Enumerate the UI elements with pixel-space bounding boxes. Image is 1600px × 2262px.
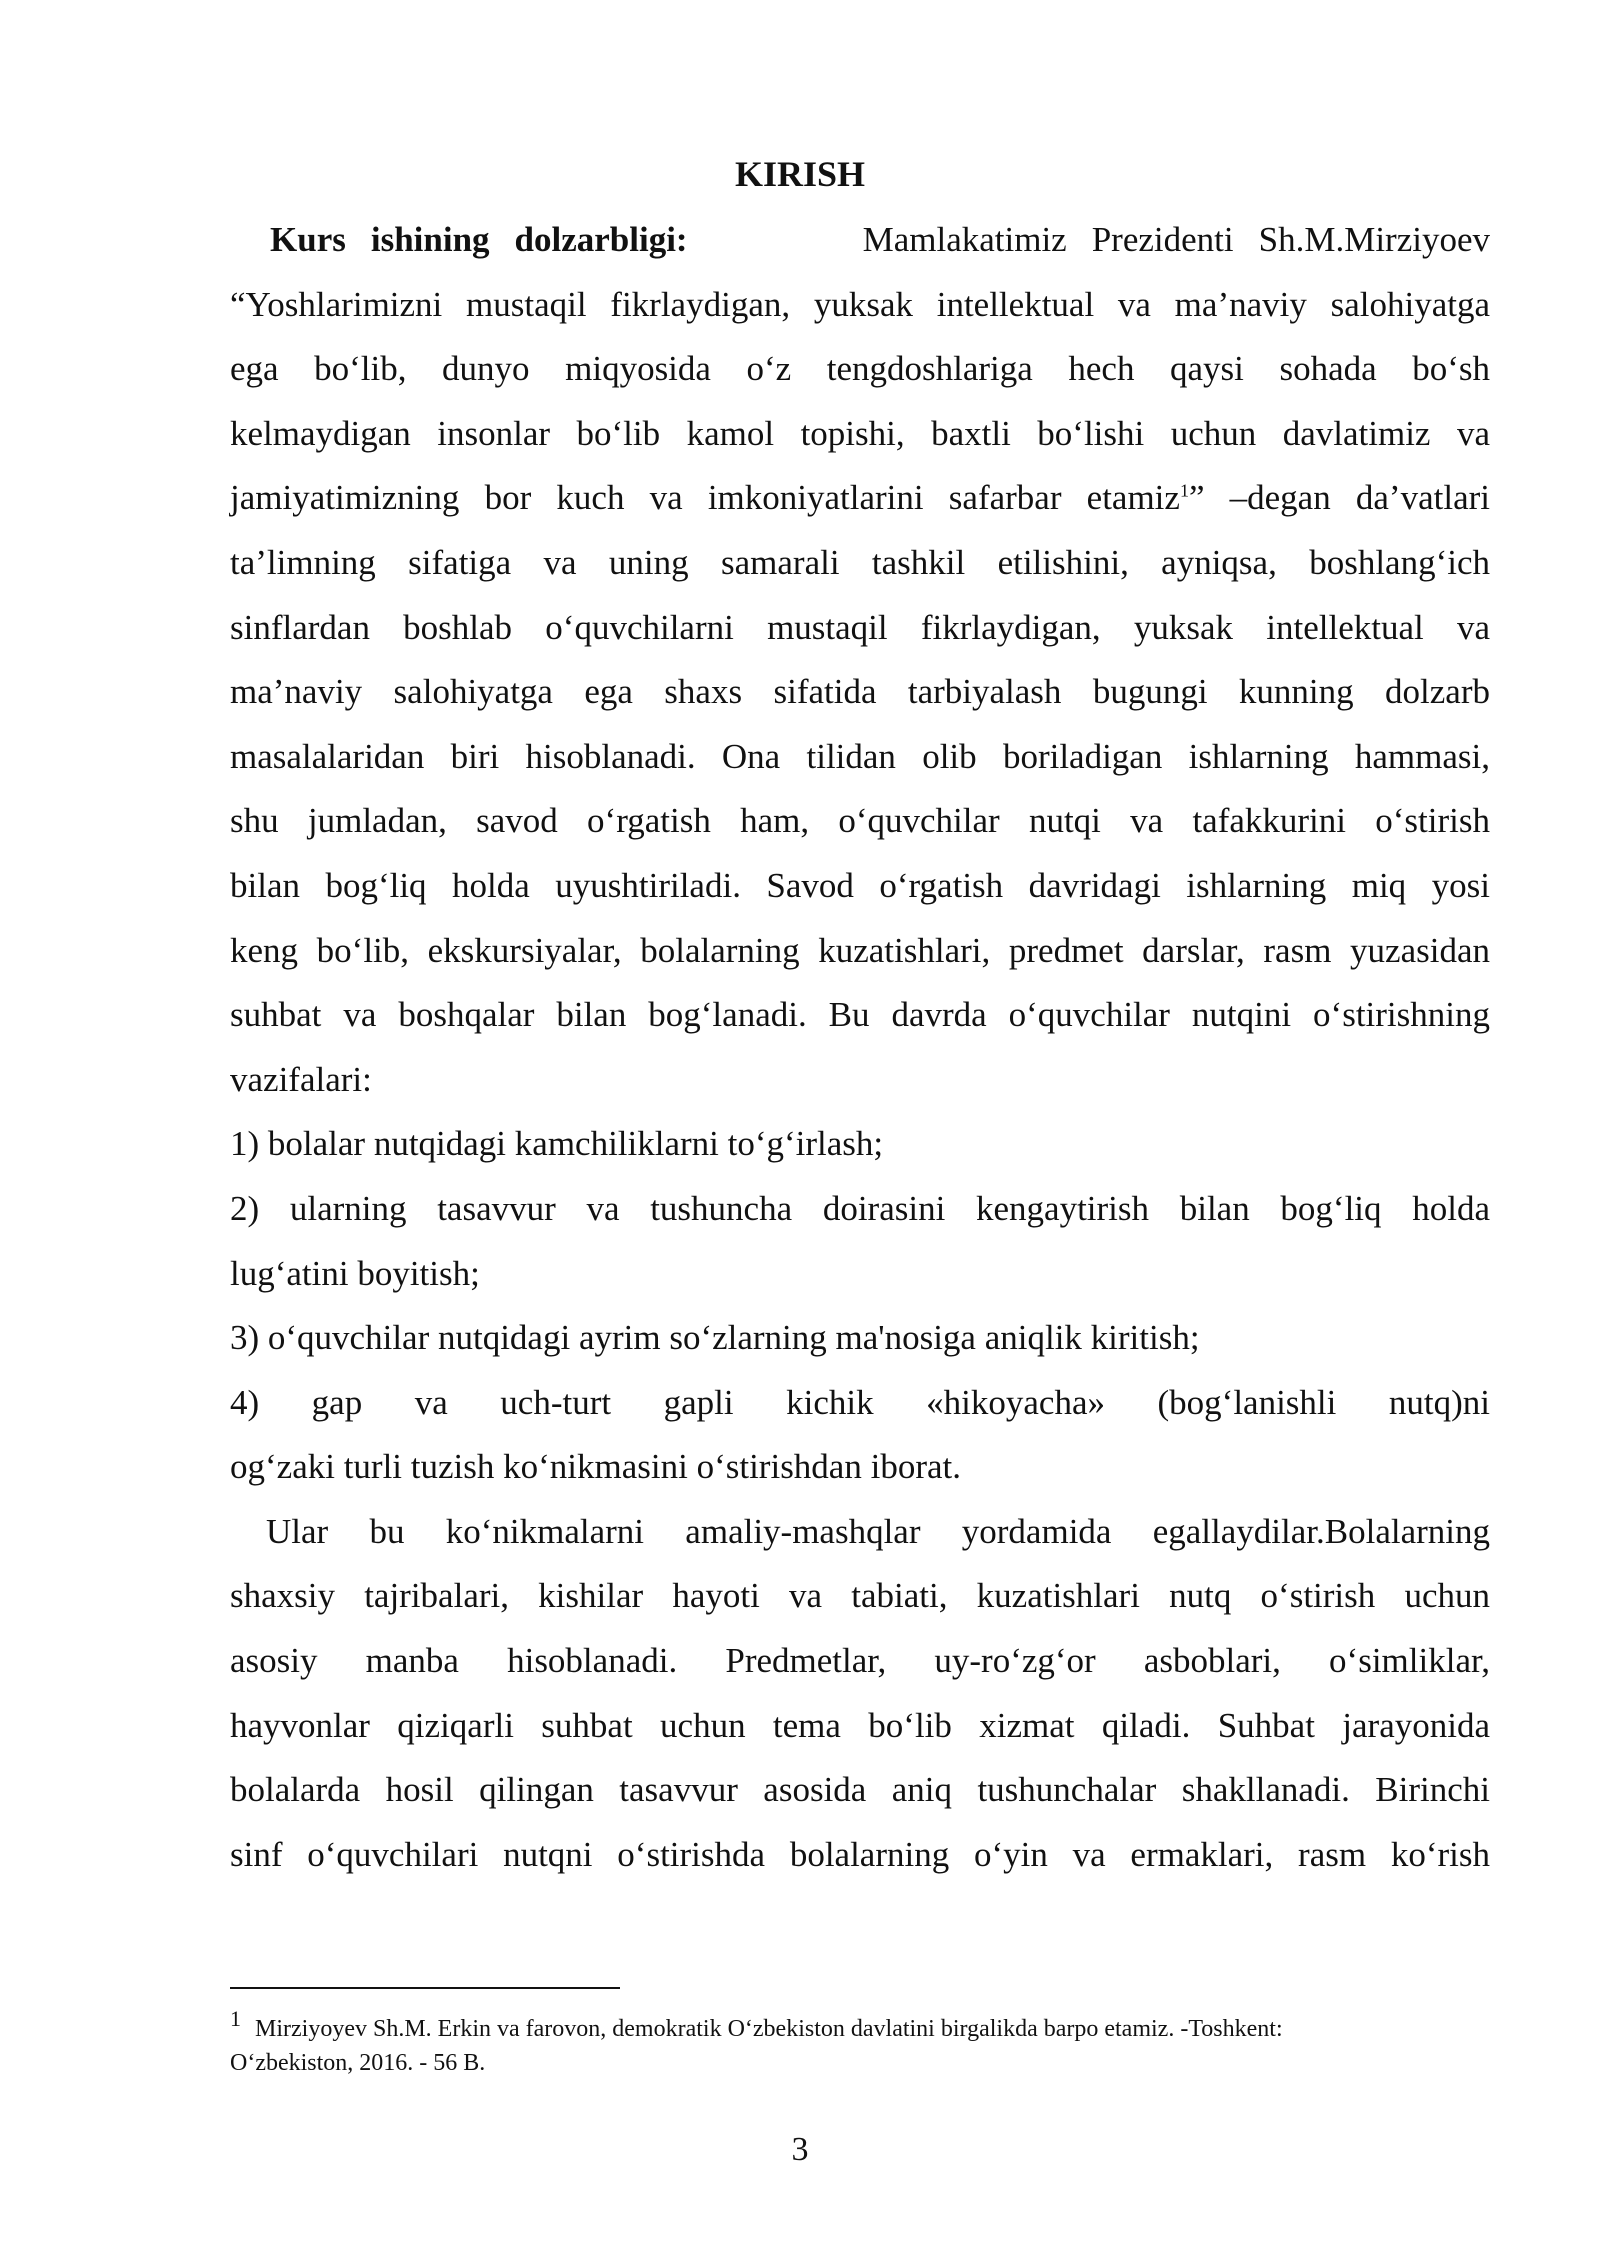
footnote-line: 1 Mirziyoyev Sh.M. Erkin va farovon, demokratik O‘zbekiston davlatini birgalikda barpo etamiz. -Toshkent: <box>230 2006 1283 2042</box>
text-line: vazifalari: <box>230 1059 372 1099</box>
list-item: 1) bolalar nutqidagi kamchiliklarni to‘g‘irlash; <box>230 1124 884 1164</box>
section-heading: KIRISH <box>734 154 866 194</box>
footnote-divider <box>230 1987 620 1989</box>
main-text <box>230 208 1490 1887</box>
text-line: Ular bu ko‘nikmalarni amaliy-mashqlar yordamida egallaydilar.Bolalarning <box>266 1511 1490 1551</box>
footnote <box>230 2006 1490 2080</box>
list-item: 4) gap va uch-turt gapli kichik «hikoyacha» (bog‘lanishli nutq)ni <box>230 1382 1490 1422</box>
text-line: ma’naviy salohiyatga ega shaxs sifatida tarbiyalash bugungi kunning dolzarb <box>230 672 1490 712</box>
text-line: shu jumladan, savod o‘rgatish ham, o‘quvchilar nutqi va tafakkurini o‘stirish <box>230 801 1490 841</box>
text-line: bilan bog‘liq holda uyushtiriladi. Savod o‘rgatish davridagi ishlarning miq yosi <box>230 865 1490 905</box>
list-item: 3) o‘quvchilar nutqidagi ayrim so‘zlarning ma'nosiga aniqlik kiritish; <box>230 1318 1200 1358</box>
lead-label: Kurs ishining dolzarbligi: <box>270 220 688 259</box>
text-line: jamiyatimizning bor kuch va imkoniyatlarini safarbar etamiz$^1$” –degan da’vatlari <box>230 478 1490 518</box>
text-line: ega bo‘lib, dunyo miqyosida o‘z tengdoshlariga hech qaysi sohada bo‘sh <box>230 349 1490 389</box>
page-number: 3 <box>791 2131 809 2168</box>
text-line: keng bo‘lib, ekskursiyalar, bolalarning kuzatishlari, predmet darslar, rasm yuzasidan <box>230 930 1490 970</box>
text-line: og‘zaki turli tuzish ko‘nikmasini o‘stirishdan iborat. <box>230 1447 961 1487</box>
footnote-line: O‘zbekiston, 2016. - 56 B. <box>230 2050 486 2076</box>
text-line: asosiy manba hisoblanadi. Predmetlar, uy-ro‘zg‘or asboblari, o‘simliklar, <box>230 1641 1490 1681</box>
text-line: sinf o‘quvchilari nutqni o‘stirishda bolalarning o‘yin va ermaklari, rasm ko‘rish <box>230 1834 1490 1874</box>
footnote-marker[interactable]: 1 <box>1179 480 1189 501</box>
text-line: suhbat va boshqalar bilan bog‘lanadi. Bu davrda o‘quvchilar nutqini o‘stirishning <box>230 995 1490 1035</box>
text-line: masalalaridan biri hisoblanadi. Ona tilidan olib boriladigan ishlarning hammasi, <box>230 736 1490 776</box>
text-line: sinflardan boshlab o‘quvchilarni mustaqil fikrlaydigan, yuksak intellektual va <box>230 607 1490 647</box>
text-line: shaxsiy tajribalari, kishilar hayoti va tabiati, kuzatishlari nutq o‘stirish uchun <box>230 1576 1490 1616</box>
footnote-number: 1 <box>230 2006 241 2031</box>
text-line: Kurs ishining dolzarbligi: Mamlakatimiz Prezidenti Sh.M.Mirziyoev <box>270 220 1490 259</box>
text-line: hayvonlar qiziqarli suhbat uchun tema bo‘lib xizmat qiladi. Suhbat jarayonida <box>230 1705 1490 1745</box>
list-item: 2) ularning tasavvur va tushuncha doirasini kengaytirish bilan bog‘liq holda <box>230 1188 1490 1228</box>
text-line: “Yoshlarimizni mustaqil fikrlaydigan, yuksak intellektual va ma’naviy salohiyatga <box>230 284 1490 324</box>
text-line: kelmaydigan insonlar bo‘lib kamol topishi, baxtli bo‘lishi uchun davlatimiz va <box>230 413 1490 453</box>
text-line: lug‘atini boyitish; <box>230 1253 480 1293</box>
text-line: bolalarda hosil qilingan tasavvur asosida aniq tushunchalar shakllanadi. Birinchi <box>230 1770 1490 1810</box>
text-line: ta’limning sifatiga va uning samarali tashkil etilishini, ayniqsa, boshlang‘ich <box>230 542 1490 582</box>
